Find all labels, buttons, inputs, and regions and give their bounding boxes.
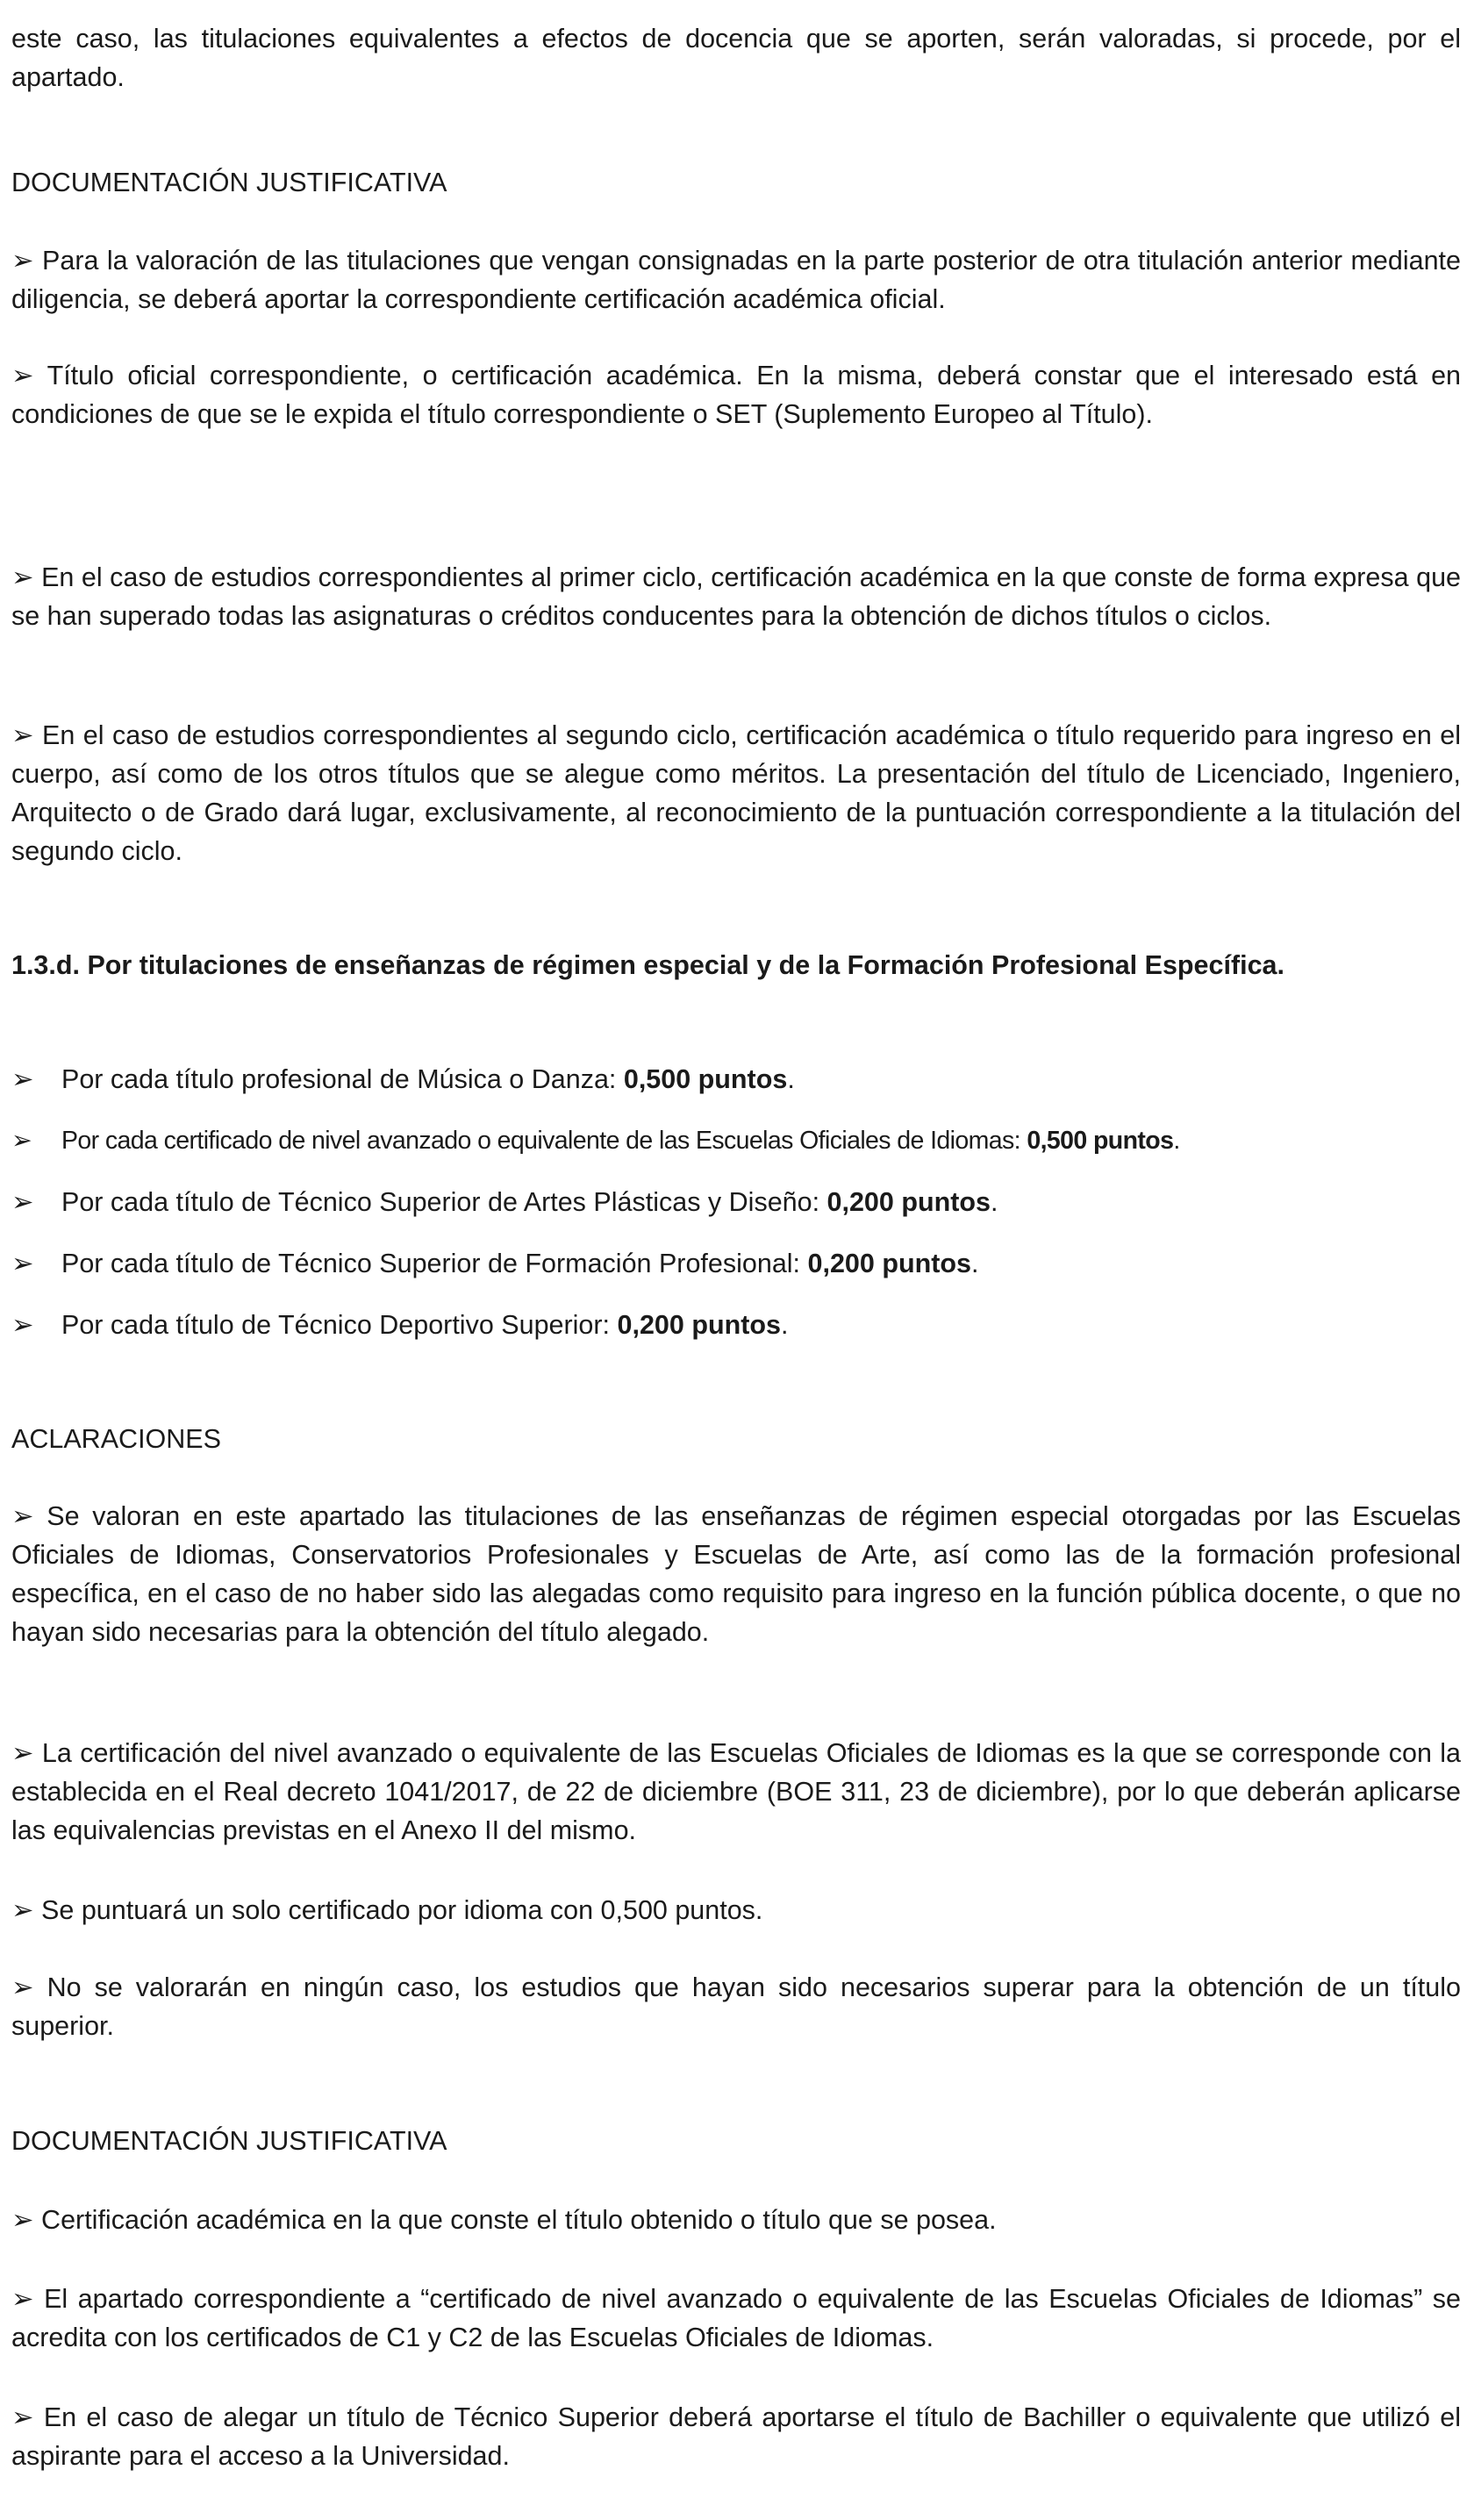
arrow-bullet-icon: ➢ [11,1501,34,1531]
arrow-bullet-icon: ➢ [11,361,34,390]
arrow-bullet-icon: ➢ [11,1187,34,1217]
arrow-bullet-icon: ➢ [11,1895,34,1925]
doc-item-nivel-avanzado: ➢ El apartado correspondiente a “certificado de nivel avanzado o equivalente de las Escuelas Oficiales de Idiomas” se acredita con los certificados de C1 y C2 de las Escuelas Oficiales de Idiomas. [11,2284,1461,2352]
aclaracion-item-no-valoran: ➢ No se valorarán en ningún caso, los estudios que hayan sido necesarios superar para la obtención de un título superior. [11,1972,1461,2041]
arrow-bullet-icon: ➢ [11,246,34,276]
doc-item-tecnico-superior: ➢ En el caso de alegar un título de Técnico Superior deberá aportarse el título de Bachiller o equivalente que utilizó el aspirante para el acceso a la Universidad. [11,2402,1462,2471]
doc-item-titulo-oficial: ➢ Título oficial correspondiente, o certificación académica. En la misma, deberá constar que el interesado está en condiciones de que se le expida el título correspondiente o SET (Suplemento Europeo al Título). [11,361,1461,429]
arrow-bullet-icon: ➢ [11,562,34,592]
arrow-bullet-icon: ➢ [11,1738,34,1768]
doc-item-diligencia: ➢ Para la valoración de las titulaciones que vengan consignadas en la parte posterior de otra titulación anterior mediante diligencia, se deberá aportar la correspondiente certificación académica oficial. [11,246,1461,314]
arrow-bullet-icon: ➢ [11,2402,34,2432]
arrow-bullet-icon: ➢ [11,720,34,750]
list-item: ➢ Por cada título de Técnico Superior de Artes Plásticas y Diseño: 0,200 puntos. [11,1183,1461,1244]
section-heading-documentacion-2: DOCUMENTACIÓN JUSTIFICATIVA [11,2126,447,2156]
arrow-bullet-icon: ➢ [11,1127,32,1155]
arrow-bullet-icon: ➢ [11,1249,34,1278]
section-heading-documentacion: DOCUMENTACIÓN JUSTIFICATIVA [11,168,447,197]
intro-paragraph: este caso, las titulaciones equivalentes a efectos de docencia que se aporten, serán valoradas, si procede, por el apartado. [11,24,1461,92]
list-item: ➢ Por cada título de Técnico Deportivo Superior: 0,200 puntos. [11,1306,1461,1367]
doc-item-certificacion: ➢ Certificación académica en la que conste el título obtenido o título que se posea. [11,2205,997,2235]
list-item: ➢ Por cada título profesional de Música o Danza: 0,500 puntos. [11,1060,1461,1121]
aclaracion-item-nivel-avanzado: ➢ La certificación del nivel avanzado o equivalente de las Escuelas Oficiales de Idiomas es la que se corresponde con la establecida en el Real decreto 1041/2017, de 22 de diciembre (BOE 311, 23 de diciembre), por lo que deberán aplicarse las equivalencias previstas en el Anexo II del mismo. [11,1738,1461,1845]
section-heading-aclaraciones: ACLARACIONES [11,1424,221,1454]
list-item: ➢ Por cada certificado de nivel avanzado o equivalente de las Escuelas Oficiales de Idiomas: 0,500 puntos. [11,1121,1461,1183]
doc-item-primer-ciclo: ➢ En el caso de estudios correspondientes al primer ciclo, certificación académica en la que conste de forma expresa que se han superado todas las asignaturas o créditos conducentes para la obtención de dichos títulos o ciclos. [11,562,1461,631]
arrow-bullet-icon: ➢ [11,1310,34,1340]
section-title-1-3-d: 1.3.d. Por titulaciones de enseñanzas de régimen especial y de la Formación Profesional Específica. [11,950,1284,980]
arrow-bullet-icon: ➢ [11,1972,34,2002]
list-item: ➢ Por cada título de Técnico Superior de Formación Profesional: 0,200 puntos. [11,1244,1461,1306]
aclaracion-item-titulaciones: ➢ Se valoran en este apartado las titulaciones de las enseñanzas de régimen especial otorgadas por las Escuelas Oficiales de Idiomas, Conservatorios Profesionales y Escuelas de Arte, así como las de la formación profesional específica, en el caso de no haber sido las alegadas como requisito para ingreso en la función pública docente, o que no hayan sido necesarias para la obtención del título alegado. [11,1501,1461,1647]
doc-item-segundo-ciclo: ➢ En el caso de estudios correspondientes al segundo ciclo, certificación académica o título requerido para ingreso en el cuerpo, así como de los otros títulos que se alegue como méritos. La presentación del título de Licenciado, Ingeniero, Arquitecto o de Grado dará lugar, exclusivamente, al reconocimiento de la puntuación correspondiente a la titulación del segundo ciclo. [11,720,1461,866]
scores-list [11,1060,1461,1367]
arrow-bullet-icon: ➢ [11,2205,34,2235]
arrow-bullet-icon: ➢ [11,2284,34,2314]
aclaracion-item-un-certificado: ➢ Se puntuará un solo certificado por idioma con 0,500 puntos. [11,1895,763,1925]
arrow-bullet-icon: ➢ [11,1064,34,1094]
